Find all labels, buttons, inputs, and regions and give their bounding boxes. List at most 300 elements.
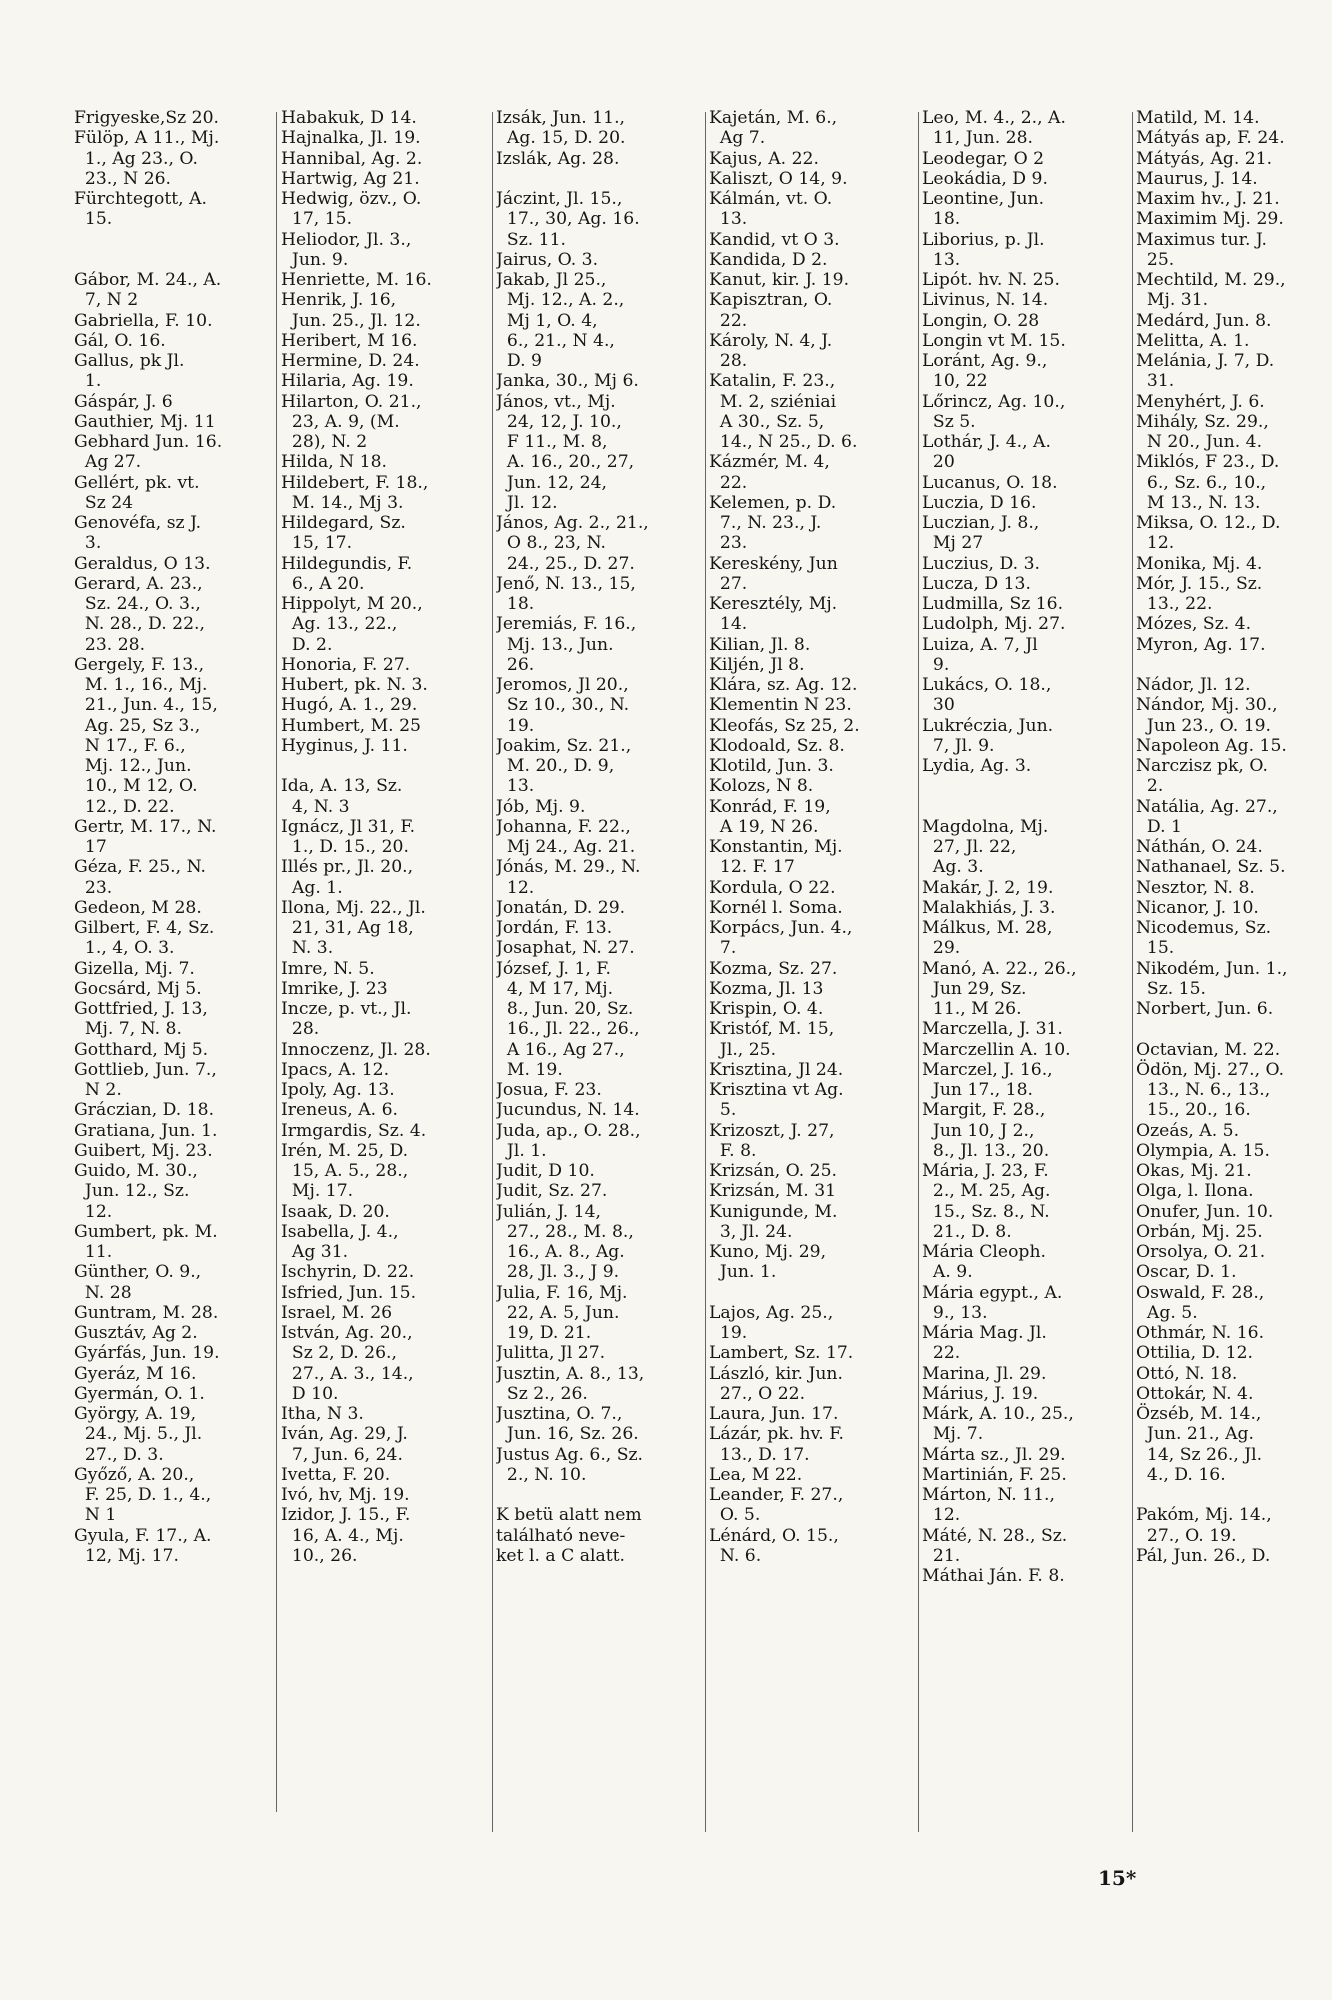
index-entry-line: Nesztor, N. 8. xyxy=(1136,877,1255,898)
index-entry-line: Hilaria, Ag. 19. xyxy=(281,371,414,392)
index-entry-line: Jl., 25. xyxy=(709,1039,777,1060)
index-entry-line: 17, 15. xyxy=(281,209,353,230)
index-entry-line: Olympia, A. 15. xyxy=(1136,1140,1270,1161)
index-entry-line: 28. xyxy=(709,351,748,371)
index-entry-line: Octavian, M. 22. xyxy=(1136,1039,1281,1060)
index-entry-line: 15., Sz. 8., N. xyxy=(922,1201,1050,1222)
column-h-i-names xyxy=(281,108,493,1566)
index-entry-line: Jáczint, Jl. 15., xyxy=(496,189,623,209)
index-entry-line: 4, M 17, Mj. xyxy=(496,978,614,999)
index-entry-line xyxy=(74,230,274,250)
index-entry-line: Israel, M. 26 xyxy=(281,1302,393,1323)
index-entry-line: 28. xyxy=(281,1019,320,1040)
index-entry-line: Gizella, Mj. 7. xyxy=(74,958,195,979)
index-entry-line: Miksa, O. 12., D. xyxy=(1136,513,1281,533)
page-folio: 15* xyxy=(1098,1866,1137,1890)
index-entry-line: Kajetán, M. 6., xyxy=(709,108,838,128)
index-entry-line: Gyárfás, Jun. 19. xyxy=(74,1343,220,1364)
index-entry-line: Luczius, D. 3. xyxy=(922,553,1040,574)
index-entry-line: 27. xyxy=(709,573,748,594)
index-entry-line: Krizsán, M. 31 xyxy=(709,1181,837,1202)
index-entry-line: Krisztina vt Ag. xyxy=(709,1080,844,1100)
index-entry-line: Oscar, D. 1. xyxy=(1136,1262,1237,1283)
index-entry-line: Magdolna, Mj. xyxy=(922,816,1049,837)
index-entry-line: Myron, Ag. 17. xyxy=(1136,634,1266,655)
index-entry-line: 5. xyxy=(709,1100,737,1121)
index-entry-line: Lydia, Ag. 3. xyxy=(922,756,1032,776)
index-entry-line: A 16., Ag 27., xyxy=(496,1039,625,1060)
index-entry-line: Jl. 1. xyxy=(496,1140,547,1161)
index-entry-line: 22, A. 5, Jun. xyxy=(496,1302,620,1323)
index-entry-line: 12. xyxy=(1136,533,1175,554)
index-entry-line: O. 5. xyxy=(709,1505,761,1526)
index-entry-line: Gráczian, D. 18. xyxy=(74,1100,215,1121)
index-entry-line xyxy=(1136,1485,1304,1505)
index-entry-line: Krizsán, O. 25. xyxy=(709,1161,838,1181)
index-entry-line: Mj. 7. xyxy=(922,1424,984,1445)
index-entry-line: György, A. 19, xyxy=(74,1404,197,1424)
index-entry-line: Kanut, kir. J. 19. xyxy=(709,270,850,290)
index-entry-line: Jeromos, Jl 20., xyxy=(496,675,629,695)
index-entry-line: 27., O. 19. xyxy=(1136,1525,1237,1546)
index-entry-line: Győző, A. 20., xyxy=(74,1464,195,1485)
index-entry-line: Irmgardis, Sz. 4. xyxy=(281,1120,427,1141)
index-entry-line: Kornél l. Soma. xyxy=(709,897,843,918)
index-entry-line: Judit, Sz. 27. xyxy=(496,1181,608,1202)
index-entry-line: Izsák, Jun. 11., xyxy=(496,108,626,128)
index-entry-line: F 11., M. 8, xyxy=(496,432,608,452)
index-entry-line: Jairus, O. 3. xyxy=(496,249,599,270)
index-entry-line: 14. xyxy=(709,614,748,635)
index-entry-line: Kristóf, M. 15, xyxy=(709,1019,835,1040)
index-entry-line: Gumbert, pk. M. xyxy=(74,1221,218,1242)
index-entry-line: Jordán, F. 13. xyxy=(496,918,613,938)
index-entry-line: Géza, F. 25., N. xyxy=(74,857,206,878)
index-entry-line: 9. xyxy=(922,654,950,675)
index-entry-line: Josaphat, N. 27. xyxy=(496,938,635,959)
index-entry-line: N 17., F. 6., xyxy=(74,735,186,756)
index-entry-line: Jun 29, Sz. xyxy=(922,978,1027,999)
index-entry-line: O 8., 23, N. xyxy=(496,533,607,554)
index-entry-line: 14, Sz 26., Jl. xyxy=(1136,1444,1263,1465)
index-entry-line: D. 1 xyxy=(1136,816,1182,837)
index-entry-line: 2., N. 10. xyxy=(496,1464,587,1485)
index-entry-line: 27., A. 3., 14., xyxy=(281,1363,414,1384)
index-entry-line: Konstantin, Mj. xyxy=(709,837,843,857)
index-entry-line: Ag 27. xyxy=(74,452,142,473)
index-entry-line: 23. 28. xyxy=(74,634,146,655)
index-entry-line: Pakóm, Mj. 14., xyxy=(1136,1505,1272,1526)
index-entry-line: Menyhért, J. 6. xyxy=(1136,391,1265,412)
index-entry-line: 30 xyxy=(922,695,955,716)
index-entry-line: Sz. 15. xyxy=(1136,978,1207,999)
column-rule xyxy=(1132,112,1133,1832)
index-entry-line: M. 20., D. 9, xyxy=(496,756,615,776)
index-entry-line: Jenő, N. 13., 15, xyxy=(496,573,636,594)
index-entry-line: Hubert, pk. N. 3. xyxy=(281,675,428,695)
index-entry-line: Guibert, Mj. 23. xyxy=(74,1140,213,1161)
index-entry-line: Kozma, Sz. 27. xyxy=(709,958,838,979)
index-entry-line: Geraldus, O 13. xyxy=(74,553,211,574)
index-entry-line: Jakab, Jl 25., xyxy=(496,270,607,290)
index-entry-line: 1. xyxy=(74,371,102,392)
index-entry-line: Ag 31. xyxy=(281,1242,349,1262)
index-entry-line: Gauthier, Mj. 11 xyxy=(74,411,216,432)
index-entry-line: 27, Jl. 22, xyxy=(922,837,1017,857)
index-entry-line: N 2. xyxy=(74,1080,122,1100)
index-entry-line: Jun 10, J 2., xyxy=(922,1120,1035,1141)
index-entry-line: Jun. 25., Jl. 12. xyxy=(281,310,421,331)
index-entry-line: Máthai Ján. F. 8. xyxy=(922,1566,1065,1586)
index-entry-line: M 13., N. 13. xyxy=(1136,492,1261,513)
index-entry-line: 6., 21., N 4., xyxy=(496,330,615,351)
index-entry-line: László, kir. Jun. xyxy=(709,1363,843,1384)
column-l-m-names xyxy=(922,108,1132,1586)
index-entry-line: Leodegar, O 2 xyxy=(922,148,1045,169)
index-entry-line: 13., 22. xyxy=(1136,594,1213,614)
index-entry-line: Nicanor, J. 10. xyxy=(1136,897,1259,918)
index-entry-line: Gyeráz, M 16. xyxy=(74,1363,197,1384)
index-entry-line: Ipacs, A. 12. xyxy=(281,1059,390,1080)
index-entry-line: 19. xyxy=(709,1323,748,1343)
index-entry-line: Lea, M 22. xyxy=(709,1464,803,1485)
index-entry-line: Fürchtegott, A. xyxy=(74,189,207,209)
index-entry-line: Mj. 12., Jun. xyxy=(74,756,192,776)
index-entry-line: 1., D. 15., 20. xyxy=(281,837,409,857)
index-entry-line: Krisztina, Jl 24. xyxy=(709,1059,844,1080)
index-entry-line: Jun. 16, Sz. 26. xyxy=(496,1424,639,1445)
index-entry-line: 15, A. 5., 28., xyxy=(281,1161,409,1181)
index-entry-line: Jun. 9. xyxy=(281,249,349,270)
index-entry-line: 8., Jl. 13., 20. xyxy=(922,1140,1050,1161)
index-entry-line: Jeremiás, F. 16., xyxy=(496,614,637,635)
index-entry-line: Janka, 30., Mj 6. xyxy=(496,371,639,392)
index-entry-line: Nádor, Jl. 12. xyxy=(1136,675,1251,695)
index-entry-line: Gyermán, O. 1. xyxy=(74,1383,205,1404)
index-entry-line: Heliodor, Jl. 3., xyxy=(281,229,412,250)
index-entry-line: Mj 1, O. 4, xyxy=(496,310,598,331)
index-entry-line: Marczellin A. 10. xyxy=(922,1039,1071,1060)
index-entry-line: Krizoszt, J. 27, xyxy=(709,1120,835,1141)
index-entry-line: Hartwig, Ag 21. xyxy=(281,168,420,189)
index-entry-line: Longin, O. 28 xyxy=(922,310,1040,331)
index-entry-line: A 30., Sz. 5, xyxy=(709,411,825,432)
index-entry-line: Frigyeske,Sz 20. xyxy=(74,108,220,128)
index-entry-line: 2., M. 25, Ag. xyxy=(922,1181,1051,1202)
index-entry-line: Humbert, M. 25 xyxy=(281,715,421,736)
index-entry-line: Nathanael, Sz. 5. xyxy=(1136,857,1286,878)
index-entry-line: 12., D. 22. xyxy=(74,796,175,817)
index-entry-line: Lukréczia, Jun. xyxy=(922,715,1054,736)
index-entry-line: Kiljén, Jl 8. xyxy=(709,654,805,675)
index-entry-line: D. 2. xyxy=(281,634,333,655)
index-entry-line: 28), N. 2 xyxy=(281,432,368,452)
index-entry-line: M. 1., 16., Mj. xyxy=(74,675,208,695)
index-entry-line: Loránt, Ag. 9., xyxy=(922,351,1048,371)
index-entry-line: Oswald, F. 28., xyxy=(1136,1282,1265,1303)
index-entry-line: található neve- xyxy=(496,1525,626,1546)
index-entry-line: Lucanus, O. 18. xyxy=(922,472,1058,493)
index-entry-line: Kuno, Mj. 29, xyxy=(709,1242,827,1262)
index-entry-line: Juda, ap., O. 28., xyxy=(496,1120,641,1141)
index-entry-line: Sz 10., 30., N. xyxy=(496,695,630,716)
index-entry-line: Márta sz., Jl. 29. xyxy=(922,1444,1066,1465)
index-entry-line: 17., 30, Ag. 16. xyxy=(496,209,640,230)
index-entry-line: 18. xyxy=(496,594,535,614)
index-entry-line: Márk, A. 10., 25., xyxy=(922,1404,1074,1424)
index-entry-line: Josua, F. 23. xyxy=(496,1080,602,1100)
index-entry-line: Pál, Jun. 26., D. xyxy=(1136,1545,1271,1566)
index-entry-line: Ottilia, D. 12. xyxy=(1136,1343,1253,1364)
index-entry-line: Malakhiás, J. 3. xyxy=(922,897,1056,918)
index-entry-line: Özséb, M. 14., xyxy=(1136,1404,1262,1424)
index-entry-line xyxy=(922,797,1132,817)
index-entry-line: Kajus, A. 22. xyxy=(709,148,819,169)
column-g-names xyxy=(74,108,274,1566)
index-entry-line: Hippolyt, M 20., xyxy=(281,594,423,614)
index-entry-line: Jónás, M. 29., N. xyxy=(496,857,641,878)
index-entry-line: Itha, N 3. xyxy=(281,1404,364,1424)
index-entry-line: 22. xyxy=(922,1343,961,1364)
index-entry-line: Jób, Mj. 9. xyxy=(496,796,586,817)
index-entry-line: Gábor, M. 24., A. xyxy=(74,270,222,290)
index-entry-line: M. 19. xyxy=(496,1059,563,1080)
index-entry-line: Makár, J. 2, 19. xyxy=(922,877,1054,898)
index-entry-line: Maxim hv., J. 21. xyxy=(1136,189,1280,209)
index-entry-line: Jun 23., O. 19. xyxy=(1136,715,1272,736)
index-entry-line: Justus Ag. 6., Sz. xyxy=(496,1444,644,1465)
index-entry-line xyxy=(496,169,706,189)
index-entry-line: A 19, N 26. xyxy=(709,816,819,837)
index-entry-line: Klotild, Jun. 3. xyxy=(709,756,834,776)
index-entry-line: Ag. 1. xyxy=(281,877,343,898)
index-entry-line: Marczella, J. 31. xyxy=(922,1019,1063,1040)
index-entry-line: Mj. 17. xyxy=(281,1181,354,1202)
index-entry-line: Marczel, J. 16., xyxy=(922,1059,1053,1080)
index-entry-line: 13., D. 17. xyxy=(709,1444,810,1465)
index-entry-line: Guntram, M. 28. xyxy=(74,1302,219,1323)
index-entry-line: Ozeás, A. 5. xyxy=(1136,1120,1240,1141)
index-entry-line: Sz 2., 26. xyxy=(496,1383,588,1404)
index-entry-line: Matild, M. 14. xyxy=(1136,108,1260,128)
index-entry-line: Kelemen, p. D. xyxy=(709,492,837,513)
index-entry-line: M. 14., Mj 3. xyxy=(281,492,404,513)
index-entry-line: 7., N. 23., J. xyxy=(709,513,822,533)
index-entry-line: 13. xyxy=(496,776,535,797)
index-entry-line: Kleofás, Sz 25, 2. xyxy=(709,715,860,736)
index-entry-line: Gottfried, J. 13, xyxy=(74,999,208,1019)
index-entry-line: Maximim Mj. 29. xyxy=(1136,209,1284,230)
index-entry-line: Izslák, Ag. 28. xyxy=(496,148,620,169)
index-entry-line: Gusztáv, Ag 2. xyxy=(74,1323,198,1343)
index-entry-line: 10, 22 xyxy=(922,371,988,392)
index-entry-line: Innoczenz, Jl. 28. xyxy=(281,1039,431,1060)
index-entry-line: 1., 4, O. 3. xyxy=(74,938,175,959)
index-entry-line: Narczisz pk, O. xyxy=(1136,756,1268,776)
index-entry-line: Jun. 21., Ag. xyxy=(1136,1424,1255,1445)
index-entry-line: 26. xyxy=(496,654,535,675)
index-entry-line: Kereskény, Jun xyxy=(709,553,838,574)
index-entry-line: Melitta, A. 1. xyxy=(1136,330,1250,351)
index-entry-line: Natália, Ag. 27., xyxy=(1136,796,1278,817)
index-entry-line: 12. xyxy=(496,877,535,898)
index-entry-line: 13., N. 6., 13., xyxy=(1136,1080,1271,1100)
index-entry-line: Miklós, F 23., D. xyxy=(1136,452,1280,473)
index-entry-line: Ag. 15, D. 20. xyxy=(496,128,626,149)
index-entry-line: Lothár, J. 4., A. xyxy=(922,432,1051,452)
index-entry-line: Maurus, J. 14. xyxy=(1136,168,1258,189)
index-entry-line: Ludmilla, Sz 16. xyxy=(922,594,1064,614)
index-entry-line: Lambert, Sz. 17. xyxy=(709,1343,854,1364)
index-entry-line: 3, Jl. 24. xyxy=(709,1221,793,1242)
index-entry-line: János, Ag. 2., 21., xyxy=(496,513,649,533)
index-entry-line: Lajos, Ag. 25., xyxy=(709,1302,834,1323)
index-entry-line: N. 6. xyxy=(709,1545,762,1566)
index-entry-line: Lénárd, O. 15., xyxy=(709,1525,839,1546)
index-entry-line: Mj. 13., Jun. xyxy=(496,634,614,655)
index-entry-line: Irén, M. 25, D. xyxy=(281,1140,409,1161)
index-entry-line: Livinus, N. 14. xyxy=(922,290,1049,311)
index-entry-line: 10., M 12, O. xyxy=(74,776,198,797)
index-entry-line: Ida, A. 13, Sz. xyxy=(281,776,403,797)
index-entry-line: 23. xyxy=(74,877,113,898)
index-entry-line: Ivó, hv, Mj. 19. xyxy=(281,1485,410,1505)
index-entry-line: N 20., Jun. 4. xyxy=(1136,432,1263,452)
index-entry-line: János, vt., Mj. xyxy=(496,391,616,412)
index-entry-line: Mechtild, M. 29., xyxy=(1136,270,1286,290)
index-entry-line: Márton, N. 11., xyxy=(922,1485,1055,1505)
index-entry-line: Julia, F. 16, Mj. xyxy=(496,1282,628,1303)
index-entry-line: Károly, N. 4, J. xyxy=(709,330,833,351)
index-entry-line: Leander, F. 27., xyxy=(709,1485,844,1505)
index-entry-line: A. 9. xyxy=(922,1262,973,1283)
index-entry-line: Hildegundis, F. xyxy=(281,553,413,574)
index-entry-line: Katalin, F. 23., xyxy=(709,371,836,392)
index-entry-line: F. 8. xyxy=(709,1140,757,1161)
index-entry-line: 16., A. 8., Ag. xyxy=(496,1242,625,1262)
index-entry-line: Orsolya, O. 21. xyxy=(1136,1242,1266,1262)
column-m-p-names xyxy=(1136,108,1304,1566)
index-entry-line: Lukács, O. 18., xyxy=(922,675,1052,695)
index-entry-line: József, J. 1, F. xyxy=(496,958,612,979)
index-entry-line: Julián, J. 14, xyxy=(496,1201,602,1222)
index-entry-line: Melánia, J. 7, D. xyxy=(1136,351,1275,371)
index-entry-line: Ignácz, Jl 31, F. xyxy=(281,816,416,837)
index-entry-line: Ag 7. xyxy=(709,128,766,149)
index-entry-line: Hilarton, O. 21., xyxy=(281,391,422,412)
index-entry-line: 9., 13. xyxy=(922,1302,988,1323)
index-entry-line: 27., 28., M. 8., xyxy=(496,1221,634,1242)
index-entry-line: Hildegard, Sz. xyxy=(281,513,406,533)
index-entry-line: Kapisztran, O. xyxy=(709,290,833,311)
index-entry-line: D. 9 xyxy=(496,351,542,371)
column-i-j-names xyxy=(496,108,706,1566)
index-entry-line: Keresztély, Mj. xyxy=(709,594,838,614)
index-entry-line: Habakuk, D 14. xyxy=(281,108,417,128)
index-entry-line: Nándor, Mj. 30., xyxy=(1136,695,1278,716)
index-entry-line: 29. xyxy=(922,938,961,959)
index-entry-line: Marina, Jl. 29. xyxy=(922,1363,1047,1384)
column-k-l-names xyxy=(709,108,919,1566)
index-entry-line: 24., 25., D. 27. xyxy=(496,553,635,574)
index-entry-line: Mór, J. 15., Sz. xyxy=(1136,573,1263,594)
index-entry-line: Kandid, vt O 3. xyxy=(709,229,840,250)
index-entry-line: Mj 24., Ag. 21. xyxy=(496,837,636,857)
index-entry-line: Klementin N 23. xyxy=(709,695,852,716)
index-entry-line: Sz 2, D. 26., xyxy=(281,1343,397,1364)
index-entry-line: Okas, Mj. 21. xyxy=(1136,1161,1252,1181)
index-entry-line: Kolozs, N 8. xyxy=(709,776,814,797)
index-entry-line: Krispin, O. 4. xyxy=(709,999,824,1019)
index-entry-line: Johanna, F. 22., xyxy=(496,816,631,837)
index-entry-line: 12. F. 17 xyxy=(709,857,795,878)
index-entry-line: Jusztin, A. 8., 13, xyxy=(496,1363,645,1384)
index-entry-line: Heribert, M 16. xyxy=(281,330,418,351)
index-entry-line: Gilbert, F. 4, Sz. xyxy=(74,918,215,938)
index-entry-line: 23, A. 9, (M. xyxy=(281,411,400,432)
index-entry-line xyxy=(1136,1019,1304,1039)
index-entry-line: 11. xyxy=(74,1242,113,1262)
index-entry-line xyxy=(74,250,274,270)
index-entry-line: Kordula, O 22. xyxy=(709,877,836,898)
index-entry-line: Jun. 12, 24, xyxy=(496,472,608,493)
index-entry-line: Mária, J. 23, F. xyxy=(922,1161,1049,1181)
index-entry-line: Ag. 25, Sz 3., xyxy=(74,715,201,736)
index-entry-line xyxy=(709,1283,919,1303)
index-entry-line: 7, N 2 xyxy=(74,290,139,311)
index-entry-line: 23., N 26. xyxy=(74,168,172,189)
index-entry-line: Gerard, A. 23., xyxy=(74,573,203,594)
index-entry-line: Gocsárd, Mj 5. xyxy=(74,978,202,999)
index-entry-line: 20 xyxy=(922,452,955,473)
index-entry-line: 12. xyxy=(74,1201,113,1222)
index-entry-line: Genovéfa, sz J. xyxy=(74,513,202,533)
index-entry-line: Henrik, J. 16, xyxy=(281,290,397,311)
index-entry-line: Hermine, D. 24. xyxy=(281,351,420,371)
index-entry-line: 8., Jun. 20, Sz. xyxy=(496,999,634,1019)
index-entry-line: 11, Jun. 28. xyxy=(922,128,1034,149)
index-entry-line: Klára, sz. Ag. 12. xyxy=(709,675,858,695)
index-entry-line: Napoleon Ag. 15. xyxy=(1136,735,1287,756)
index-entry-line: Mária Mag. Jl. xyxy=(922,1323,1047,1343)
index-entry-line: Kázmér, M. 4, xyxy=(709,452,830,473)
index-entry-line: Mária egypt., A. xyxy=(922,1282,1063,1303)
index-entry-line: 31. xyxy=(1136,371,1175,392)
index-entry-line: 14., N 25., D. 6. xyxy=(709,432,858,452)
index-entry-line: Longin vt M. 15. xyxy=(922,330,1066,351)
index-entry-line: 23. xyxy=(709,533,748,554)
index-entry-line: Gertr, M. 17., N. xyxy=(74,816,217,837)
index-entry-line: 21., Jun. 4., 15, xyxy=(74,695,218,716)
index-entry-line: Jusztina, O. 7., xyxy=(496,1404,623,1424)
index-entry-line: 13. xyxy=(709,209,748,230)
index-entry-line: Isfried, Jun. 15. xyxy=(281,1282,417,1303)
index-entry-line xyxy=(496,1485,706,1505)
index-entry-line: Kandida, D 2. xyxy=(709,249,828,270)
index-entry-line: Gáspár, J. 6 xyxy=(74,391,173,412)
index-entry-line: Lázár, pk. hv. F. xyxy=(709,1424,844,1445)
index-entry-line: Hilda, N 18. xyxy=(281,452,387,473)
index-entry-line: M. 2, sziéniai xyxy=(709,391,837,412)
index-entry-line: Luczian, J. 8., xyxy=(922,513,1040,533)
index-entry-line: 10., 26. xyxy=(281,1545,358,1566)
index-entry-line: Medárd, Jun. 8. xyxy=(1136,310,1272,331)
index-entry-line: Ag. 5. xyxy=(1136,1302,1198,1323)
index-entry-line: 18. xyxy=(922,209,961,230)
index-entry-line: 17 xyxy=(74,837,107,857)
index-entry-line xyxy=(1136,655,1304,675)
index-entry-line: Ottokár, N. 4. xyxy=(1136,1383,1254,1404)
